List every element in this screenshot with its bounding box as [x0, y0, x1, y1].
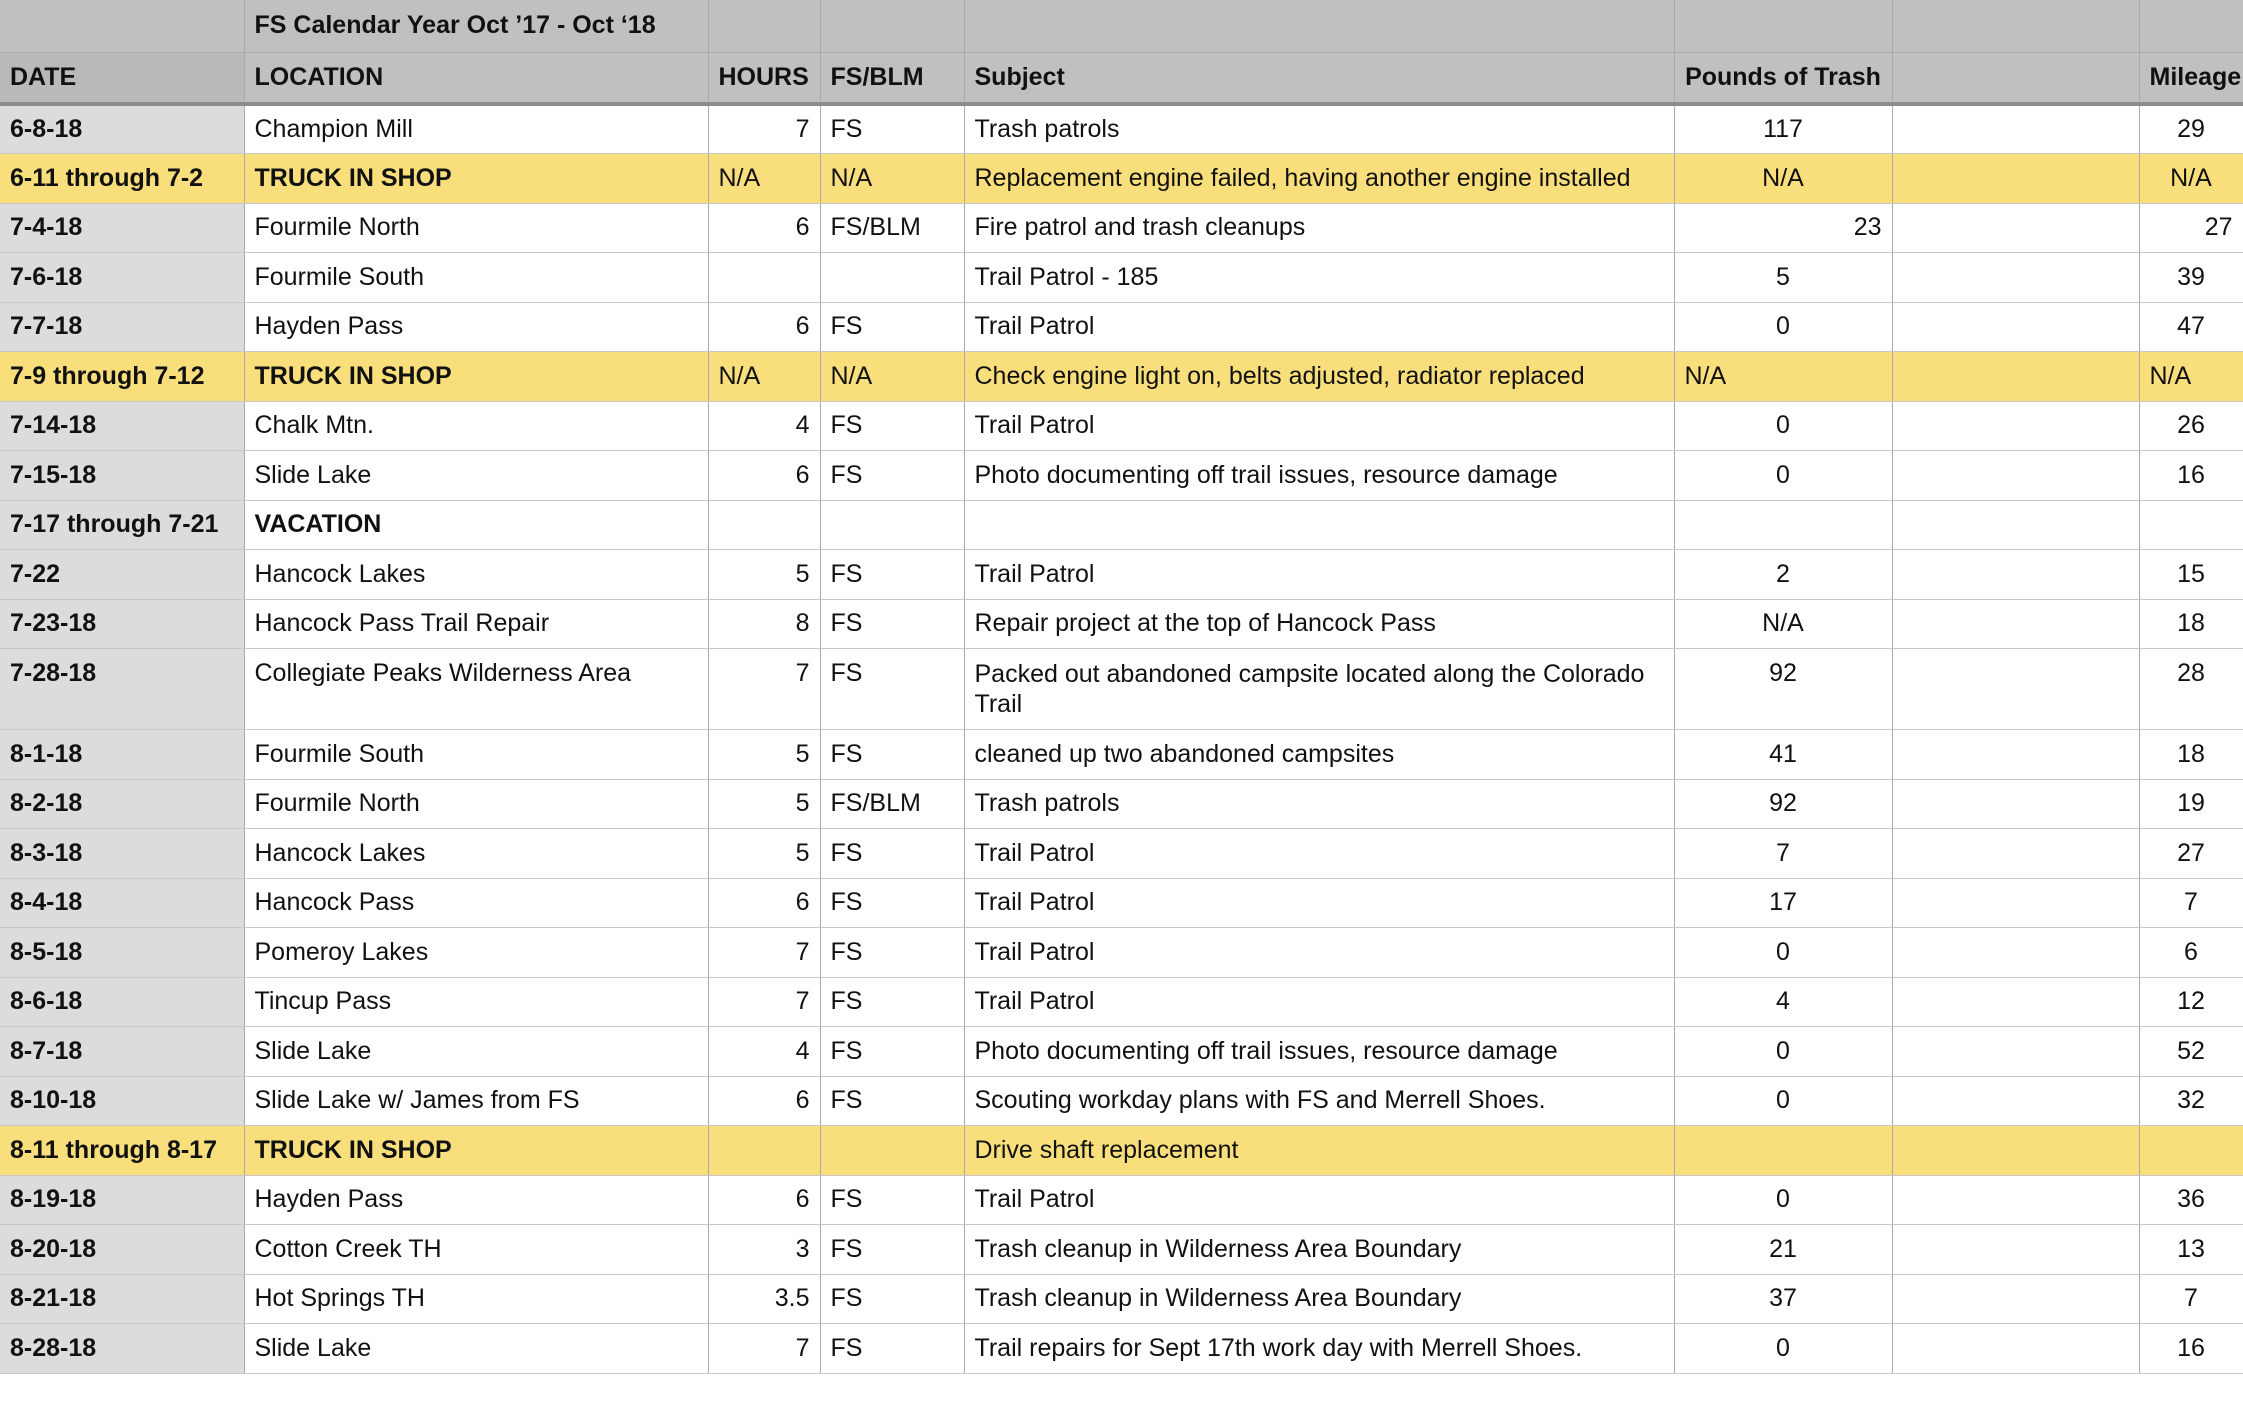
cell-mileage[interactable]: 39 — [2139, 253, 2243, 303]
title-row-cell[interactable] — [820, 0, 964, 52]
cell-subject[interactable]: Photo documenting off trail issues, resource damage — [964, 451, 1674, 501]
cell-fsblm[interactable]: FS — [820, 401, 964, 451]
title-row-cell[interactable] — [1674, 0, 1892, 52]
cell-blank[interactable] — [1892, 451, 2139, 501]
cell-blank[interactable] — [1892, 1324, 2139, 1374]
cell-trash[interactable]: 5 — [1674, 253, 1892, 303]
cell-location[interactable]: Slide Lake w/ James from FS — [244, 1076, 708, 1126]
table-row — [0, 599, 2243, 649]
cell-blank[interactable] — [1892, 1076, 2139, 1126]
cell-mileage[interactable]: 15 — [2139, 550, 2243, 600]
cell-fsblm[interactable]: N/A — [820, 352, 964, 402]
cell-hours[interactable] — [708, 500, 820, 550]
column-header-date[interactable]: DATE — [0, 52, 244, 104]
cell-subject[interactable]: Replacement engine failed, having another engine installed — [964, 154, 1674, 204]
cell-mileage[interactable]: 16 — [2139, 1324, 2243, 1374]
cell-mileage[interactable]: 26 — [2139, 401, 2243, 451]
cell-date[interactable]: 8-11 through 8-17 — [0, 1126, 244, 1176]
cell-mileage[interactable]: 27 — [2139, 829, 2243, 879]
cell-mileage[interactable]: 13 — [2139, 1225, 2243, 1275]
cell-trash[interactable]: 7 — [1674, 829, 1892, 879]
cell-subject[interactable]: Fire patrol and trash cleanups — [964, 203, 1674, 253]
cell-fsblm[interactable]: FS — [820, 1076, 964, 1126]
cell-hours[interactable]: 6 — [708, 1175, 820, 1225]
table-row — [0, 253, 2243, 303]
cell-fsblm[interactable]: FS — [820, 1027, 964, 1077]
cell-subject[interactable]: Trail Patrol — [964, 302, 1674, 352]
cell-trash[interactable]: 92 — [1674, 779, 1892, 829]
cell-hours[interactable]: 6 — [708, 878, 820, 928]
cell-date[interactable]: 8-2-18 — [0, 779, 244, 829]
cell-mileage[interactable]: N/A — [2139, 154, 2243, 204]
table-row — [0, 878, 2243, 928]
cell-trash[interactable] — [1674, 500, 1892, 550]
cell-fsblm[interactable]: FS — [820, 104, 964, 154]
cell-subject[interactable]: Trail Patrol — [964, 928, 1674, 978]
title-row-cell[interactable] — [1892, 0, 2139, 52]
title-row-cell[interactable] — [964, 0, 1674, 52]
cell-hours[interactable] — [708, 253, 820, 303]
cell-hours[interactable]: 3.5 — [708, 1274, 820, 1324]
cell-mileage[interactable]: 47 — [2139, 302, 2243, 352]
cell-date[interactable]: 7-7-18 — [0, 302, 244, 352]
cell-location[interactable]: Hancock Pass — [244, 878, 708, 928]
cell-subject[interactable]: Trash patrols — [964, 779, 1674, 829]
cell-trash[interactable]: N/A — [1674, 352, 1892, 402]
cell-location[interactable]: Slide Lake — [244, 451, 708, 501]
cell-fsblm[interactable]: FS — [820, 451, 964, 501]
cell-hours[interactable]: 6 — [708, 302, 820, 352]
cell-fsblm[interactable]: FS — [820, 1324, 964, 1374]
cell-trash[interactable]: 37 — [1674, 1274, 1892, 1324]
cell-mileage[interactable]: 32 — [2139, 1076, 2243, 1126]
cell-mileage[interactable]: 36 — [2139, 1175, 2243, 1225]
cell-hours[interactable]: 4 — [708, 401, 820, 451]
cell-subject[interactable]: Trail Patrol — [964, 878, 1674, 928]
cell-date[interactable]: 8-28-18 — [0, 1324, 244, 1374]
cell-trash[interactable]: 41 — [1674, 730, 1892, 780]
cell-mileage[interactable]: 27 — [2139, 203, 2243, 253]
cell-mileage[interactable]: 12 — [2139, 977, 2243, 1027]
cell-trash[interactable]: 0 — [1674, 1175, 1892, 1225]
table-row — [0, 977, 2243, 1027]
cell-fsblm[interactable]: FS — [820, 878, 964, 928]
cell-blank[interactable] — [1892, 829, 2139, 879]
table-row — [0, 550, 2243, 600]
cell-date[interactable]: 7-6-18 — [0, 253, 244, 303]
column-header-hours[interactable]: HOURS — [708, 52, 820, 104]
cell-blank[interactable] — [1892, 352, 2139, 402]
cell-fsblm[interactable]: FS — [820, 977, 964, 1027]
cell-location[interactable]: Fourmile South — [244, 253, 708, 303]
cell-date[interactable]: 8-5-18 — [0, 928, 244, 978]
cell-trash[interactable]: 0 — [1674, 451, 1892, 501]
cell-fsblm[interactable] — [820, 1126, 964, 1176]
cell-hours[interactable]: 5 — [708, 550, 820, 600]
cell-blank[interactable] — [1892, 302, 2139, 352]
cell-hours[interactable]: 3 — [708, 1225, 820, 1275]
cell-date[interactable]: 8-20-18 — [0, 1225, 244, 1275]
table-row — [0, 104, 2243, 154]
cell-subject[interactable]: Trash cleanup in Wilderness Area Boundary — [964, 1274, 1674, 1324]
cell-trash[interactable]: 0 — [1674, 1076, 1892, 1126]
cell-fsblm[interactable]: FS — [820, 302, 964, 352]
table-row — [0, 1126, 2243, 1176]
cell-blank[interactable] — [1892, 730, 2139, 780]
cell-location[interactable]: TRUCK IN SHOP — [244, 352, 708, 402]
cell-trash[interactable]: 0 — [1674, 1324, 1892, 1374]
cell-date[interactable]: 8-1-18 — [0, 730, 244, 780]
title-row-cell[interactable] — [708, 0, 820, 52]
cell-trash[interactable]: 117 — [1674, 104, 1892, 154]
cell-mileage[interactable] — [2139, 1126, 2243, 1176]
cell-subject[interactable] — [964, 500, 1674, 550]
cell-mileage[interactable]: 18 — [2139, 599, 2243, 649]
cell-subject[interactable]: Trail Patrol - 185 — [964, 253, 1674, 303]
cell-date[interactable]: 8-19-18 — [0, 1175, 244, 1225]
cell-hours[interactable]: 7 — [708, 104, 820, 154]
cell-date[interactable]: 6-8-18 — [0, 104, 244, 154]
cell-hours[interactable]: 5 — [708, 829, 820, 879]
cell-location[interactable]: Slide Lake — [244, 1027, 708, 1077]
cell-hours[interactable]: 8 — [708, 599, 820, 649]
cell-location[interactable]: Fourmile South — [244, 730, 708, 780]
cell-blank[interactable] — [1892, 154, 2139, 204]
cell-trash[interactable]: 0 — [1674, 401, 1892, 451]
cell-hours[interactable]: 6 — [708, 451, 820, 501]
cell-subject[interactable]: Photo documenting off trail issues, resource damage — [964, 1027, 1674, 1077]
cell-date[interactable]: 8-7-18 — [0, 1027, 244, 1077]
cell-blank[interactable] — [1892, 1027, 2139, 1077]
cell-blank[interactable] — [1892, 928, 2139, 978]
cell-subject[interactable]: Trail Patrol — [964, 977, 1674, 1027]
column-header-fsblm[interactable]: FS/BLM — [820, 52, 964, 104]
cell-hours[interactable]: N/A — [708, 352, 820, 402]
cell-blank[interactable] — [1892, 253, 2139, 303]
cell-mileage[interactable]: 7 — [2139, 878, 2243, 928]
cell-blank[interactable] — [1892, 500, 2139, 550]
cell-fsblm[interactable]: FS — [820, 1225, 964, 1275]
cell-trash[interactable]: 23 — [1674, 203, 1892, 253]
cell-hours[interactable] — [708, 1126, 820, 1176]
cell-subject[interactable]: Trail Patrol — [964, 401, 1674, 451]
cell-location[interactable]: Hancock Pass Trail Repair — [244, 599, 708, 649]
cell-fsblm[interactable]: FS — [820, 1274, 964, 1324]
cell-mileage[interactable]: 29 — [2139, 104, 2243, 154]
cell-mileage[interactable] — [2139, 500, 2243, 550]
table-row — [0, 1076, 2243, 1126]
cell-location[interactable]: Cotton Creek TH — [244, 1225, 708, 1275]
cell-trash[interactable]: 17 — [1674, 878, 1892, 928]
cell-hours[interactable]: N/A — [708, 154, 820, 204]
cell-hours[interactable]: 5 — [708, 730, 820, 780]
cell-blank[interactable] — [1892, 649, 2139, 730]
cell-date[interactable]: 7-4-18 — [0, 203, 244, 253]
cell-blank[interactable] — [1892, 1175, 2139, 1225]
column-header-location[interactable]: LOCATION — [244, 52, 708, 104]
cell-date[interactable]: 8-6-18 — [0, 977, 244, 1027]
cell-blank[interactable] — [1892, 1274, 2139, 1324]
table-row — [0, 401, 2243, 451]
cell-subject[interactable]: Drive shaft replacement — [964, 1126, 1674, 1176]
cell-blank[interactable] — [1892, 599, 2139, 649]
cell-subject[interactable]: cleaned up two abandoned campsites — [964, 730, 1674, 780]
cell-trash[interactable]: 0 — [1674, 302, 1892, 352]
header-row — [0, 52, 2243, 104]
title-row — [0, 0, 2243, 52]
cell-subject[interactable]: Trail Patrol — [964, 550, 1674, 600]
cell-hours[interactable]: 6 — [708, 1076, 820, 1126]
cell-date[interactable]: 7-22 — [0, 550, 244, 600]
cell-blank[interactable] — [1892, 203, 2139, 253]
cell-location[interactable]: TRUCK IN SHOP — [244, 1126, 708, 1176]
cell-subject[interactable]: Trash patrols — [964, 104, 1674, 154]
cell-fsblm[interactable]: FS — [820, 1175, 964, 1225]
cell-location[interactable]: Pomeroy Lakes — [244, 928, 708, 978]
table-row — [0, 154, 2243, 204]
cell-hours[interactable]: 7 — [708, 928, 820, 978]
cell-mileage[interactable]: 52 — [2139, 1027, 2243, 1077]
cell-hours[interactable]: 7 — [708, 649, 820, 730]
cell-location[interactable]: Hancock Lakes — [244, 829, 708, 879]
cell-location[interactable]: Collegiate Peaks Wilderness Area — [244, 649, 708, 730]
cell-location[interactable]: Hayden Pass — [244, 302, 708, 352]
cell-location[interactable]: Hancock Lakes — [244, 550, 708, 600]
cell-date[interactable]: 6-11 through 7-2 — [0, 154, 244, 204]
cell-blank[interactable] — [1892, 977, 2139, 1027]
cell-location[interactable]: VACATION — [244, 500, 708, 550]
cell-subject[interactable]: Trail repairs for Sept 17th work day with Merrell Shoes. — [964, 1324, 1674, 1374]
cell-location[interactable]: Hayden Pass — [244, 1175, 708, 1225]
cell-fsblm[interactable]: FS — [820, 599, 964, 649]
cell-blank[interactable] — [1892, 1225, 2139, 1275]
title-row-cell[interactable] — [2139, 0, 2243, 52]
cell-subject[interactable]: Trail Patrol — [964, 1175, 1674, 1225]
cell-date[interactable]: 8-4-18 — [0, 878, 244, 928]
cell-date[interactable]: 7-28-18 — [0, 649, 244, 730]
table-row — [0, 1027, 2243, 1077]
cell-mileage[interactable]: 28 — [2139, 649, 2243, 730]
table-row — [0, 928, 2243, 978]
cell-mileage[interactable]: 6 — [2139, 928, 2243, 978]
column-header-trash[interactable]: Pounds of Trash — [1674, 52, 1892, 104]
cell-trash[interactable]: 4 — [1674, 977, 1892, 1027]
table-row — [0, 1225, 2243, 1275]
title-row-cell[interactable] — [0, 0, 244, 52]
cell-location[interactable]: Chalk Mtn. — [244, 401, 708, 451]
table-row — [0, 829, 2243, 879]
cell-trash[interactable]: 2 — [1674, 550, 1892, 600]
cell-date[interactable]: 8-10-18 — [0, 1076, 244, 1126]
table-row — [0, 203, 2243, 253]
cell-date[interactable]: 7-17 through 7-21 — [0, 500, 244, 550]
table-row — [0, 1274, 2243, 1324]
table-row — [0, 451, 2243, 501]
cell-date[interactable]: 7-23-18 — [0, 599, 244, 649]
table-row — [0, 1324, 2243, 1374]
cell-blank[interactable] — [1892, 401, 2139, 451]
table-row — [0, 500, 2243, 550]
table-row — [0, 649, 2243, 730]
cell-date[interactable]: 8-21-18 — [0, 1274, 244, 1324]
table-row — [0, 302, 2243, 352]
cell-trash[interactable]: 92 — [1674, 649, 1892, 730]
sheet-title[interactable]: FS Calendar Year Oct ’17 - Oct ‘18 — [244, 0, 708, 52]
cell-location[interactable]: TRUCK IN SHOP — [244, 154, 708, 204]
cell-subject[interactable]: Repair project at the top of Hancock Pass — [964, 599, 1674, 649]
cell-hours[interactable]: 6 — [708, 203, 820, 253]
cell-trash[interactable]: N/A — [1674, 599, 1892, 649]
cell-trash[interactable]: 0 — [1674, 1027, 1892, 1077]
cell-trash[interactable]: 21 — [1674, 1225, 1892, 1275]
cell-fsblm[interactable]: FS/BLM — [820, 779, 964, 829]
table-row — [0, 779, 2243, 829]
cell-location[interactable]: Fourmile North — [244, 779, 708, 829]
cell-mileage[interactable]: 16 — [2139, 451, 2243, 501]
column-header-subject[interactable]: Subject — [964, 52, 1674, 104]
cell-blank[interactable] — [1892, 779, 2139, 829]
cell-date[interactable]: 8-3-18 — [0, 829, 244, 879]
cell-hours[interactable]: 4 — [708, 1027, 820, 1077]
cell-location[interactable]: Hot Springs TH — [244, 1274, 708, 1324]
cell-blank[interactable] — [1892, 104, 2139, 154]
cell-blank[interactable] — [1892, 550, 2139, 600]
table-row — [0, 1175, 2243, 1225]
cell-blank[interactable] — [1892, 1126, 2139, 1176]
column-header-mileage[interactable]: Mileage — [2139, 52, 2243, 104]
cell-fsblm[interactable] — [820, 500, 964, 550]
cell-location[interactable]: Champion Mill — [244, 104, 708, 154]
cell-hours[interactable]: 7 — [708, 977, 820, 1027]
cell-subject[interactable]: Trail Patrol — [964, 829, 1674, 879]
table-row — [0, 730, 2243, 780]
cell-trash[interactable]: N/A — [1674, 154, 1892, 204]
cell-date[interactable]: 7-14-18 — [0, 401, 244, 451]
cell-fsblm[interactable]: FS — [820, 550, 964, 600]
cell-fsblm[interactable]: FS — [820, 730, 964, 780]
cell-trash[interactable] — [1674, 1126, 1892, 1176]
cell-location[interactable]: Fourmile North — [244, 203, 708, 253]
cell-hours[interactable]: 7 — [708, 1324, 820, 1374]
cell-fsblm[interactable]: FS — [820, 649, 964, 730]
column-header-blank[interactable] — [1892, 52, 2139, 104]
cell-fsblm[interactable]: FS — [820, 829, 964, 879]
cell-fsblm[interactable]: FS/BLM — [820, 203, 964, 253]
table-row — [0, 352, 2243, 402]
cell-mileage[interactable]: 7 — [2139, 1274, 2243, 1324]
cell-subject[interactable]: Scouting workday plans with FS and Merrell Shoes. — [964, 1076, 1674, 1126]
cell-fsblm[interactable]: N/A — [820, 154, 964, 204]
cell-location[interactable]: Tincup Pass — [244, 977, 708, 1027]
cell-subject[interactable]: Trash cleanup in Wilderness Area Boundary — [964, 1225, 1674, 1275]
cell-mileage[interactable]: N/A — [2139, 352, 2243, 402]
cell-blank[interactable] — [1892, 878, 2139, 928]
cell-mileage[interactable]: 19 — [2139, 779, 2243, 829]
cell-fsblm[interactable] — [820, 253, 964, 303]
cell-fsblm[interactable]: FS — [820, 928, 964, 978]
cell-date[interactable]: 7-9 through 7-12 — [0, 352, 244, 402]
cell-hours[interactable]: 5 — [708, 779, 820, 829]
cell-mileage[interactable]: 18 — [2139, 730, 2243, 780]
cell-subject[interactable]: Check engine light on, belts adjusted, radiator replaced — [964, 352, 1674, 402]
cell-trash[interactable]: 0 — [1674, 928, 1892, 978]
cell-location[interactable]: Slide Lake — [244, 1324, 708, 1374]
cell-date[interactable]: 7-15-18 — [0, 451, 244, 501]
cell-subject[interactable]: Packed out abandoned campsite located along the Colorado Trail — [964, 649, 1674, 730]
